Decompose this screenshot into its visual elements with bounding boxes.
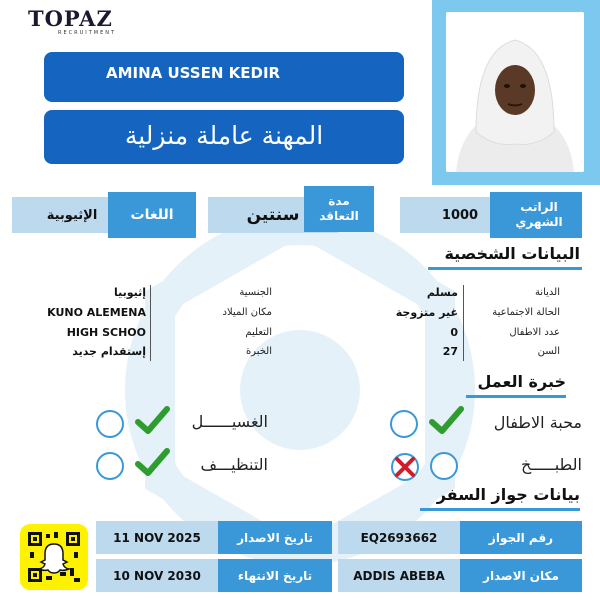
- issue-place-label: مكان الاصدار: [460, 559, 582, 592]
- check-icon: [428, 402, 464, 438]
- personal-value-marital: غير متزوجة: [395, 306, 458, 319]
- contract-value: سنتين: [208, 197, 338, 233]
- languages-value: الإثيوبية: [12, 197, 132, 233]
- personal-label-nationality: الجنسية: [239, 287, 272, 298]
- passport-number-label: رقم الجواز: [460, 521, 582, 554]
- skill-label-childcare: محبة الاطفال: [493, 413, 582, 432]
- snapchat-qr-code-icon[interactable]: [20, 524, 88, 590]
- personal-label-experience: الخبرة: [245, 346, 272, 357]
- personal-label-religion: الديانة: [534, 287, 560, 298]
- issue-place-value: ADDIS ABEBA: [338, 559, 460, 592]
- passport-title-underline: [420, 508, 580, 511]
- candidate-profession: المهنة عاملة منزلية: [44, 110, 404, 164]
- cross-icon: [390, 452, 420, 482]
- issue-date-label: تاريخ الاصدار: [218, 521, 332, 554]
- personal-value-education: HIGH SCHOO: [66, 326, 146, 339]
- personal-section-title: البيانات الشخصية: [444, 244, 580, 263]
- logo-text: TOPAZ: [28, 6, 113, 31]
- issue-date-value: 11 NOV 2025: [96, 521, 218, 554]
- passport-number-value: EQ2693662: [338, 521, 460, 554]
- personal-value-children: 0: [450, 326, 458, 339]
- check-icon: [134, 444, 170, 480]
- skill-checkbox-cooking: [430, 452, 458, 480]
- languages-label: اللغات: [108, 192, 196, 238]
- personal-value-religion: مسلم: [426, 286, 458, 299]
- candidate-photo: [446, 12, 584, 172]
- skill-checkbox-cleaning: [96, 452, 124, 480]
- contract-label: مدة التعاقد: [304, 186, 374, 232]
- personal-label-children: عدد الاطفال: [509, 327, 560, 338]
- skill-label-cleaning: التنظيـــف: [200, 455, 268, 474]
- personal-value-experience: إستقدام جديد: [72, 345, 146, 358]
- skill-checkbox-childcare: [390, 410, 418, 438]
- salary-label: الراتب الشهري: [490, 192, 582, 238]
- passport-section-title: بيانات جواز السفر: [436, 485, 580, 504]
- candidate-portrait-icon: [446, 12, 584, 172]
- personal-right-divider: [463, 285, 464, 361]
- personal-label-education: التعليم: [245, 327, 272, 338]
- salary-value: 1000: [400, 197, 520, 233]
- check-icon: [134, 402, 170, 438]
- experience-title-underline: [466, 395, 566, 398]
- personal-label-age: السن: [537, 346, 560, 357]
- personal-value-birthplace: KUNO ALEMENA: [47, 306, 146, 319]
- personal-label-birthplace: مكان الميلاد: [222, 307, 272, 318]
- topaz-logo: [28, 8, 118, 40]
- personal-left-divider: [150, 285, 151, 361]
- skill-label-cooking: الطبـــــخ: [520, 455, 582, 474]
- logo-subtitle: RECRUITMENT: [58, 30, 117, 36]
- candidate-name: AMINA USSEN KEDIR: [44, 52, 404, 102]
- personal-label-marital: الحالة الاجتماعية: [492, 307, 560, 318]
- personal-value-nationality: إثيوبيا: [113, 286, 146, 299]
- skill-checkbox-washing: [96, 410, 124, 438]
- experience-section-title: خبرة العمل: [477, 372, 566, 391]
- personal-value-age: 27: [442, 345, 458, 358]
- personal-title-underline: [428, 267, 582, 270]
- expiry-date-label: تاريخ الانتهاء: [218, 559, 332, 592]
- expiry-date-value: 10 NOV 2030: [96, 559, 218, 592]
- qr-code-graphic: [20, 524, 88, 590]
- skill-label-washing: الغسيــــــل: [191, 412, 268, 431]
